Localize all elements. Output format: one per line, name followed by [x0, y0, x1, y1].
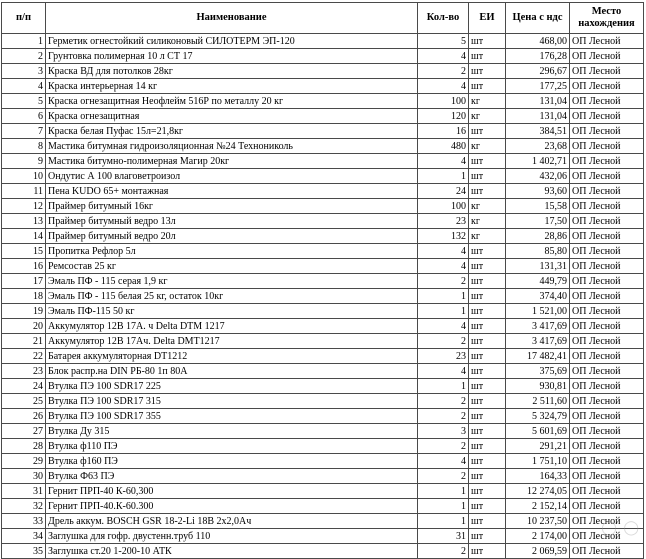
table-row [2, 349, 644, 364]
table-row [2, 184, 644, 199]
cell-unit: шт [469, 154, 506, 169]
cell-name: Эмаль ПФ - 115 серая 1,9 кг [46, 274, 418, 289]
cell-qty: 2 [418, 469, 469, 484]
cell-unit: кг [469, 139, 506, 154]
cell-price: 374,40 [506, 289, 570, 304]
cell-place: ОП Лесной [570, 424, 644, 439]
cell-place: ОП Лесной [570, 514, 644, 529]
cell-name: Праймер битумный ведро 13л [46, 214, 418, 229]
cell-place: ОП Лесной [570, 259, 644, 274]
cell-unit: шт [469, 169, 506, 184]
cell-place: ОП Лесной [570, 139, 644, 154]
cell-place: ОП Лесной [570, 529, 644, 544]
cell-name: Мастика битумная гидроизоляционная №24 Технониколь [46, 139, 418, 154]
cell-price: 17,50 [506, 214, 570, 229]
header-num: п/п [2, 3, 46, 34]
table-row [2, 379, 644, 394]
cell-num: 24 [2, 379, 46, 394]
cell-unit: шт [469, 304, 506, 319]
cell-unit: кг [469, 229, 506, 244]
table-row [2, 409, 644, 424]
cell-qty: 4 [418, 244, 469, 259]
cell-num: 11 [2, 184, 46, 199]
cell-place: ОП Лесной [570, 34, 644, 49]
cell-qty: 1 [418, 169, 469, 184]
cell-num: 16 [2, 259, 46, 274]
table-row [2, 199, 644, 214]
cell-price: 177,25 [506, 79, 570, 94]
cell-num: 14 [2, 229, 46, 244]
cell-name: Краска интерьерная 14 кг [46, 79, 418, 94]
cell-place: ОП Лесной [570, 454, 644, 469]
cell-qty: 480 [418, 139, 469, 154]
cell-place: ОП Лесной [570, 289, 644, 304]
cell-num: 15 [2, 244, 46, 259]
cell-price: 2 174,00 [506, 529, 570, 544]
cell-name: Заглушка ст.20 1-200-10 АТК [46, 544, 418, 559]
cell-price: 3 417,69 [506, 334, 570, 349]
cell-price: 432,06 [506, 169, 570, 184]
cell-price: 10 237,50 [506, 514, 570, 529]
cell-name: Мастика битумно-полимерная Магир 20кг [46, 154, 418, 169]
cell-place: ОП Лесной [570, 214, 644, 229]
cell-name: Втулка ПЭ 100 SDR17 355 [46, 409, 418, 424]
cell-qty: 2 [418, 334, 469, 349]
table-row [2, 274, 644, 289]
cell-qty: 1 [418, 484, 469, 499]
cell-place: ОП Лесной [570, 304, 644, 319]
cell-qty: 2 [418, 439, 469, 454]
cell-unit: шт [469, 34, 506, 49]
cell-unit: шт [469, 334, 506, 349]
table-row [2, 214, 644, 229]
table-row [2, 454, 644, 469]
cell-num: 9 [2, 154, 46, 169]
table-row [2, 139, 644, 154]
cell-unit: шт [469, 409, 506, 424]
cell-name: Втулка ПЭ 100 SDR17 225 [46, 379, 418, 394]
cell-place: ОП Лесной [570, 184, 644, 199]
cell-num: 13 [2, 214, 46, 229]
cell-price: 28,86 [506, 229, 570, 244]
table-row [2, 394, 644, 409]
header-name: Наименование [46, 3, 418, 34]
cell-qty: 24 [418, 184, 469, 199]
cell-place: ОП Лесной [570, 94, 644, 109]
watermark-logo: ◯ ◯ [601, 520, 640, 536]
cell-price: 1 402,71 [506, 154, 570, 169]
header-qty: Кол-во [418, 3, 469, 34]
cell-place: ОП Лесной [570, 499, 644, 514]
table-row [2, 244, 644, 259]
inventory-table [1, 2, 644, 559]
cell-num: 3 [2, 64, 46, 79]
cell-unit: шт [469, 124, 506, 139]
cell-price: 930,81 [506, 379, 570, 394]
cell-price: 384,51 [506, 124, 570, 139]
cell-name: Праймер битумный ведро 20л [46, 229, 418, 244]
cell-price: 131,04 [506, 109, 570, 124]
cell-name: Аккумулятор 12В 17А. ч Delta DTM 1217 [46, 319, 418, 334]
table-row [2, 79, 644, 94]
cell-unit: шт [469, 364, 506, 379]
cell-place: ОП Лесной [570, 64, 644, 79]
cell-name: Втулка ПЭ 100 SDR17 315 [46, 394, 418, 409]
cell-name: Пена KUDO 65+ монтажная [46, 184, 418, 199]
cell-name: Ремсостав 25 кг [46, 259, 418, 274]
cell-unit: шт [469, 469, 506, 484]
table-row [2, 364, 644, 379]
cell-unit: шт [469, 289, 506, 304]
cell-price: 85,80 [506, 244, 570, 259]
cell-num: 22 [2, 349, 46, 364]
header-row [2, 3, 644, 34]
cell-price: 375,69 [506, 364, 570, 379]
cell-qty: 2 [418, 409, 469, 424]
table-row [2, 469, 644, 484]
cell-unit: шт [469, 424, 506, 439]
table-body [2, 34, 644, 559]
cell-name: Герметик огнестойкий силиконовый СИЛОТЕРМ ЭП-120 [46, 34, 418, 49]
cell-qty: 5 [418, 34, 469, 49]
cell-name: Втулка ф160 ПЭ [46, 454, 418, 469]
cell-name: Втулка Ф63 ПЭ [46, 469, 418, 484]
table-row [2, 154, 644, 169]
cell-unit: шт [469, 259, 506, 274]
cell-price: 1 521,00 [506, 304, 570, 319]
cell-place: ОП Лесной [570, 484, 644, 499]
cell-place: ОП Лесной [570, 244, 644, 259]
cell-name: Эмаль ПФ-115 50 кг [46, 304, 418, 319]
cell-name: Втулка Ду 315 [46, 424, 418, 439]
table-row [2, 124, 644, 139]
cell-num: 4 [2, 79, 46, 94]
cell-qty: 4 [418, 319, 469, 334]
cell-unit: кг [469, 94, 506, 109]
cell-name: Ондутис А 100 влаговетроизол [46, 169, 418, 184]
cell-qty: 4 [418, 79, 469, 94]
cell-num: 35 [2, 544, 46, 559]
cell-num: 21 [2, 334, 46, 349]
cell-price: 15,58 [506, 199, 570, 214]
cell-unit: шт [469, 439, 506, 454]
cell-place: ОП Лесной [570, 319, 644, 334]
cell-price: 296,67 [506, 64, 570, 79]
cell-unit: шт [469, 349, 506, 364]
cell-num: 12 [2, 199, 46, 214]
cell-num: 19 [2, 304, 46, 319]
cell-num: 30 [2, 469, 46, 484]
cell-name: Эмаль ПФ - 115 белая 25 кг, остаток 10кг [46, 289, 418, 304]
cell-unit: шт [469, 184, 506, 199]
table-row [2, 94, 644, 109]
cell-qty: 132 [418, 229, 469, 244]
cell-unit: шт [469, 499, 506, 514]
cell-num: 31 [2, 484, 46, 499]
cell-name: Аккумулятор 12В 17Ач. Delta DMT1217 [46, 334, 418, 349]
cell-qty: 4 [418, 454, 469, 469]
cell-qty: 1 [418, 514, 469, 529]
cell-price: 5 324,79 [506, 409, 570, 424]
cell-place: ОП Лесной [570, 274, 644, 289]
cell-price: 23,68 [506, 139, 570, 154]
cell-place: ОП Лесной [570, 199, 644, 214]
cell-name: Втулка ф110 ПЭ [46, 439, 418, 454]
cell-qty: 4 [418, 154, 469, 169]
cell-unit: шт [469, 319, 506, 334]
cell-unit: шт [469, 49, 506, 64]
cell-num: 6 [2, 109, 46, 124]
cell-price: 449,79 [506, 274, 570, 289]
cell-num: 23 [2, 364, 46, 379]
cell-num: 1 [2, 34, 46, 49]
header-price: Цена с ндс [506, 3, 570, 34]
cell-name: Блок распр.на DIN РБ-80 1п 80А [46, 364, 418, 379]
cell-qty: 1 [418, 289, 469, 304]
table-row [2, 439, 644, 454]
cell-unit: кг [469, 214, 506, 229]
cell-unit: кг [469, 109, 506, 124]
cell-place: ОП Лесной [570, 394, 644, 409]
cell-qty: 23 [418, 214, 469, 229]
cell-price: 3 417,69 [506, 319, 570, 334]
cell-price: 12 274,05 [506, 484, 570, 499]
cell-name: Краска ВД для потолков 28кг [46, 64, 418, 79]
table-row [2, 169, 644, 184]
cell-price: 2 511,60 [506, 394, 570, 409]
cell-price: 5 601,69 [506, 424, 570, 439]
cell-price: 468,00 [506, 34, 570, 49]
cell-num: 7 [2, 124, 46, 139]
cell-unit: кг [469, 199, 506, 214]
cell-name: Праймер битумный 16кг [46, 199, 418, 214]
cell-unit: шт [469, 244, 506, 259]
cell-name: Краска огнезащитная [46, 109, 418, 124]
cell-qty: 1 [418, 304, 469, 319]
cell-place: ОП Лесной [570, 109, 644, 124]
cell-price: 2 069,59 [506, 544, 570, 559]
table-row [2, 499, 644, 514]
header-unit: ЕИ [469, 3, 506, 34]
table-row [2, 544, 644, 559]
cell-num: 8 [2, 139, 46, 154]
cell-unit: шт [469, 274, 506, 289]
cell-qty: 100 [418, 94, 469, 109]
cell-name: Батарея аккумуляторная DT1212 [46, 349, 418, 364]
header-place: Место нахождения [570, 3, 644, 34]
cell-num: 32 [2, 499, 46, 514]
cell-num: 17 [2, 274, 46, 289]
cell-num: 33 [2, 514, 46, 529]
cell-place: ОП Лесной [570, 349, 644, 364]
table-row [2, 484, 644, 499]
cell-num: 29 [2, 454, 46, 469]
cell-unit: шт [469, 514, 506, 529]
cell-num: 2 [2, 49, 46, 64]
cell-place: ОП Лесной [570, 49, 644, 64]
cell-place: ОП Лесной [570, 469, 644, 484]
cell-name: Краска белая Пуфас 15л=21,8кг [46, 124, 418, 139]
cell-num: 18 [2, 289, 46, 304]
cell-unit: шт [469, 529, 506, 544]
cell-name: Краска огнезащитная Неофлейм 516Р по металлу 20 кг [46, 94, 418, 109]
table-row [2, 289, 644, 304]
cell-place: ОП Лесной [570, 229, 644, 244]
table-row [2, 424, 644, 439]
cell-qty: 2 [418, 64, 469, 79]
cell-price: 93,60 [506, 184, 570, 199]
table-row [2, 64, 644, 79]
cell-price: 291,21 [506, 439, 570, 454]
cell-qty: 100 [418, 199, 469, 214]
table-row [2, 109, 644, 124]
cell-unit: шт [469, 64, 506, 79]
cell-place: ОП Лесной [570, 409, 644, 424]
cell-qty: 16 [418, 124, 469, 139]
table-row [2, 229, 644, 244]
table-row [2, 34, 644, 49]
cell-num: 25 [2, 394, 46, 409]
cell-place: ОП Лесной [570, 169, 644, 184]
cell-qty: 1 [418, 499, 469, 514]
cell-place: ОП Лесной [570, 154, 644, 169]
cell-name: Гернит ПРП-40 К-60,300 [46, 484, 418, 499]
cell-num: 20 [2, 319, 46, 334]
cell-name: Дрель аккум. BOSCH GSR 18-2-Li 18В 2х2,0Ач [46, 514, 418, 529]
cell-place: ОП Лесной [570, 124, 644, 139]
cell-price: 17 482,41 [506, 349, 570, 364]
cell-qty: 23 [418, 349, 469, 364]
cell-qty: 1 [418, 379, 469, 394]
cell-qty: 4 [418, 259, 469, 274]
cell-price: 2 152,14 [506, 499, 570, 514]
cell-price: 176,28 [506, 49, 570, 64]
table-row [2, 529, 644, 544]
table-row [2, 49, 644, 64]
cell-num: 5 [2, 94, 46, 109]
cell-qty: 4 [418, 49, 469, 64]
cell-qty: 3 [418, 424, 469, 439]
cell-place: ОП Лесной [570, 379, 644, 394]
cell-num: 28 [2, 439, 46, 454]
cell-unit: шт [469, 454, 506, 469]
cell-name: Гернит ПРП-40.К-60.300 [46, 499, 418, 514]
cell-place: ОП Лесной [570, 364, 644, 379]
cell-price: 1 751,10 [506, 454, 570, 469]
cell-place: ОП Лесной [570, 439, 644, 454]
table-row [2, 514, 644, 529]
cell-place: ОП Лесной [570, 79, 644, 94]
table-row [2, 259, 644, 274]
cell-num: 10 [2, 169, 46, 184]
cell-qty: 120 [418, 109, 469, 124]
cell-price: 131,04 [506, 94, 570, 109]
table-row [2, 304, 644, 319]
cell-unit: шт [469, 544, 506, 559]
cell-unit: шт [469, 379, 506, 394]
table-row [2, 319, 644, 334]
cell-unit: шт [469, 484, 506, 499]
cell-place: ОП Лесной [570, 544, 644, 559]
cell-place: ОП Лесной [570, 334, 644, 349]
cell-name: Грунтовка полимерная 10 л СТ 17 [46, 49, 418, 64]
cell-num: 34 [2, 529, 46, 544]
cell-price: 131,31 [506, 259, 570, 274]
cell-qty: 31 [418, 529, 469, 544]
cell-qty: 2 [418, 394, 469, 409]
cell-num: 26 [2, 409, 46, 424]
table-row [2, 334, 644, 349]
cell-name: Заглушка для гофр. двустенн.труб 110 [46, 529, 418, 544]
cell-unit: шт [469, 394, 506, 409]
cell-qty: 2 [418, 274, 469, 289]
cell-unit: шт [469, 79, 506, 94]
cell-name: Пропитка Рефлор 5л [46, 244, 418, 259]
cell-qty: 4 [418, 364, 469, 379]
cell-num: 27 [2, 424, 46, 439]
cell-price: 164,33 [506, 469, 570, 484]
cell-qty: 2 [418, 544, 469, 559]
